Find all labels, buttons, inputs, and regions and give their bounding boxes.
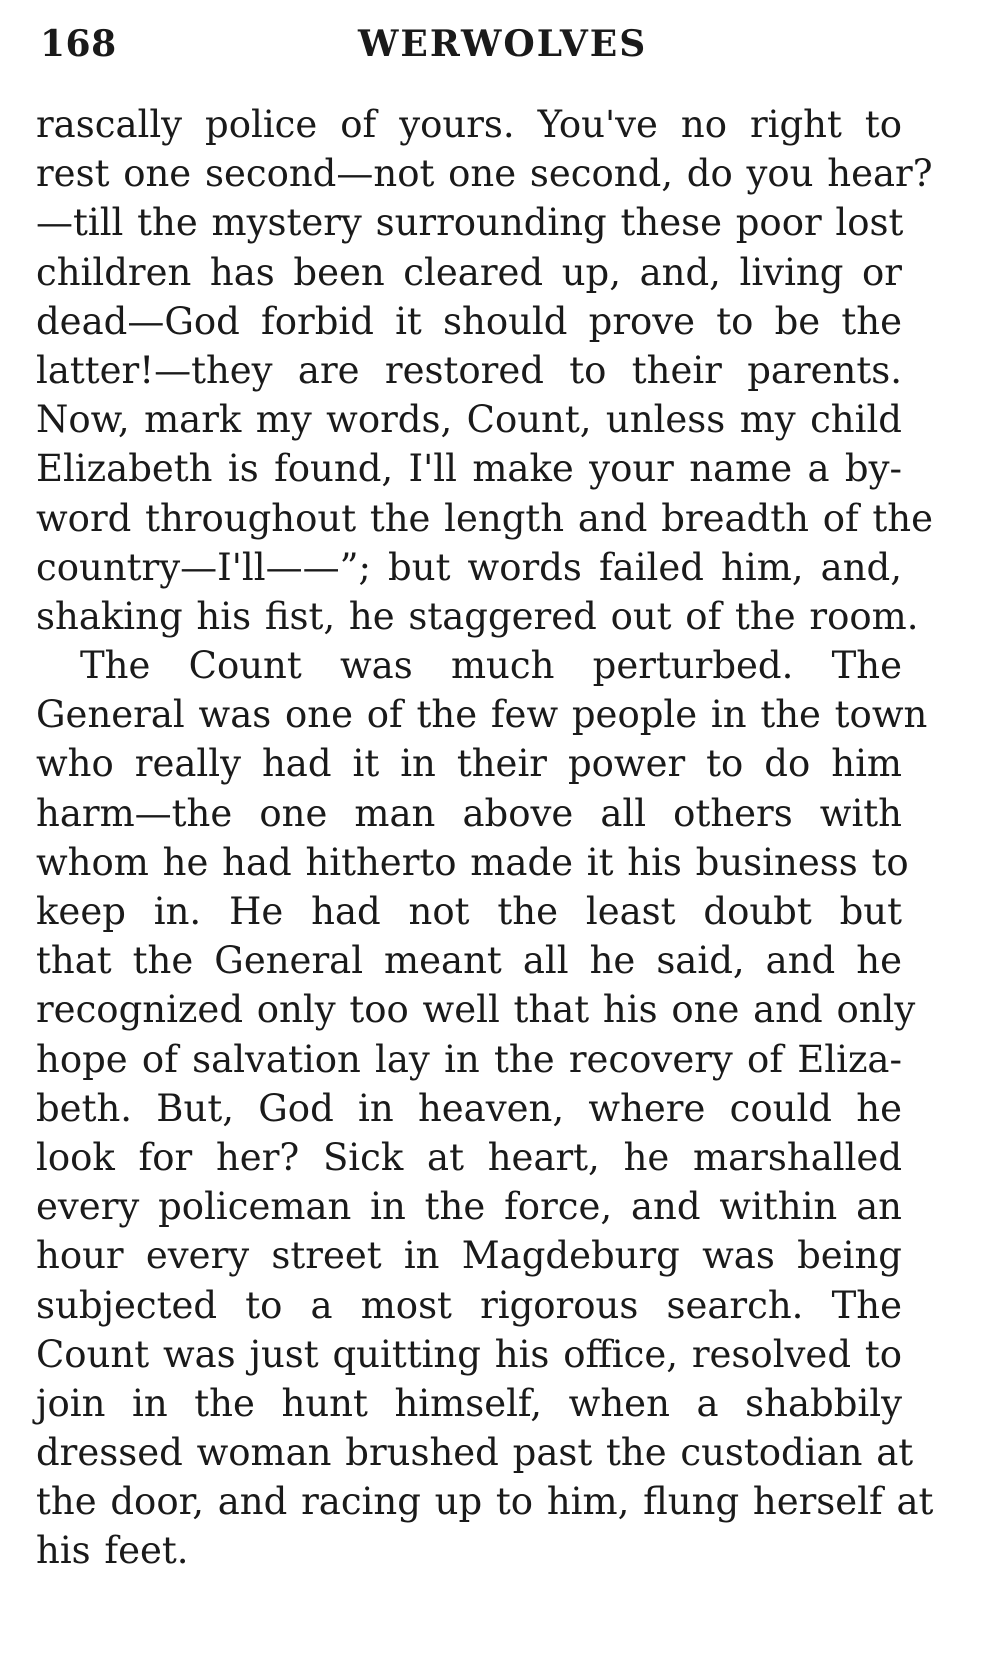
text-line: hope of salvation lay in the recovery of Eliza- [36, 1037, 902, 1081]
page-number: 168 [40, 23, 117, 65]
text-line: harm—the one man above all others with [36, 791, 902, 835]
paragraph-2 [36, 641, 934, 1576]
text-line: country—I'll——”; but words failed him, and, [36, 545, 902, 589]
text-line: children has been cleared up, and, living or [36, 250, 902, 294]
text-line: dressed woman brushed past the custodian at [36, 1431, 914, 1475]
text-line: whom he had hitherto made it his business to [36, 840, 909, 884]
text-line: who really had it in their power to do him [36, 742, 902, 786]
text-line: The Count was much perturbed. The [80, 644, 902, 688]
page-header [40, 14, 940, 74]
text-line: rest one second—not one second, do you hear? [36, 152, 933, 196]
text-line: —till the mystery surrounding these poor lost [36, 201, 904, 245]
text-line: shaking his fist, he staggered out of the room. [36, 594, 919, 638]
text-line: hour every street in Magdeburg was being [36, 1234, 902, 1278]
text-line: that the General meant all he said, and he [36, 939, 902, 983]
text-line: recognized only too well that his one and only [36, 988, 916, 1032]
text-line: dead—God forbid it should prove to be the [36, 299, 902, 343]
text-line: his feet. [36, 1529, 189, 1573]
text-line: keep in. He had not the least doubt but [36, 890, 902, 933]
running-head: WERWOLVES [358, 23, 648, 65]
paragraph-1 [36, 100, 934, 641]
text-line: every policeman in the force, and within an [36, 1185, 902, 1229]
body-text [36, 100, 934, 1576]
text-line: Now, mark my words, Count, unless my child [36, 398, 902, 442]
text-line: subjected to a most rigorous search. The [36, 1283, 902, 1327]
text-line: General was one of the few people in the town [36, 693, 928, 737]
text-line: beth. But, God in heaven, where could he [36, 1086, 902, 1130]
text-line: word throughout the length and breadth of the [36, 496, 934, 540]
text-line: latter!—they are restored to their parents. [36, 348, 902, 392]
text-line: Count was just quitting his office, resolved to [36, 1332, 902, 1376]
text-line: the door, and racing up to him, flung herself at [36, 1480, 934, 1524]
text-line: look for her? Sick at heart, he marshalled [36, 1135, 902, 1179]
text-line: join in the hunt himself, when a shabbily [36, 1381, 902, 1425]
text-line: Elizabeth is found, I'll make your name a by- [36, 447, 902, 491]
text-line: rascally police of yours. You've no right to [36, 103, 902, 146]
